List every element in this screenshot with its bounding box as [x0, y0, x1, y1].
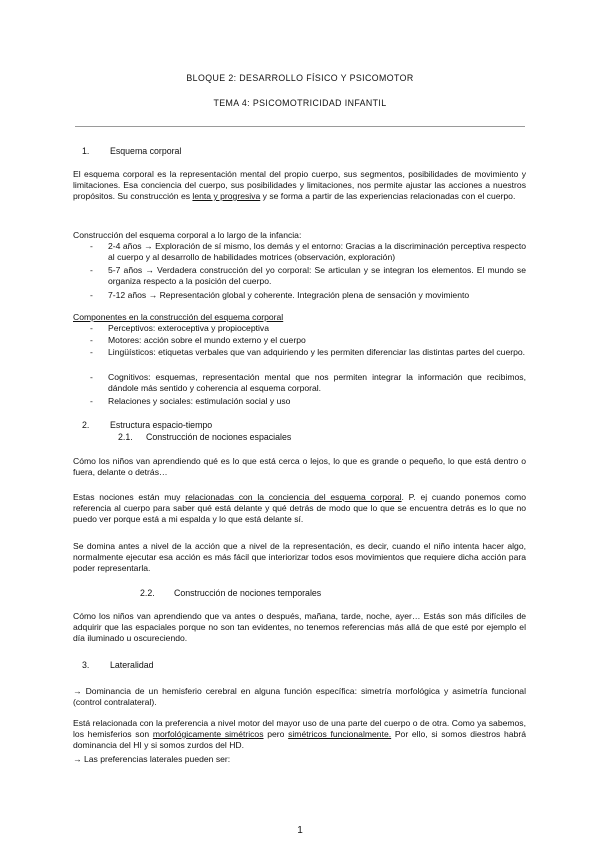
list-bullet: - — [90, 396, 93, 406]
underlined-phrase: morfológicamente simétricos — [152, 729, 264, 739]
subsection-2-2-title: Construcción de nociones temporales — [174, 588, 322, 598]
section-1-title: Esquema corporal — [110, 146, 182, 156]
list-item: 7-12 años → Representación global y coherente. Integración plena de sensación y movimiento — [108, 290, 470, 300]
list-bullet: - — [90, 265, 93, 275]
list-bullet: - — [90, 323, 93, 333]
paragraph: Cómo los niños van aprendiendo que va antes o después, mañana, tarde, noche, ayer… Estás son más difíciles de adquirir que las espaciales porque no son tan evidentes, no tenemos referencias más allá de que esté por ejemplo el día iluminado u oscureciendo. — [73, 611, 526, 643]
list-bullet: - — [90, 290, 93, 300]
list-bullet: - — [90, 372, 93, 382]
section-2-number: 2. — [82, 420, 90, 430]
paragraph: Estas nociones están muy relacionadas con la conciencia del esquema corporal. P. ej cuando ponemos como referencia al cuerpo para saber qué está delante y qué detrás de modo que lo que se encuentra detrás es lo que no puedo ver porque está a mi espalda y lo que está delante sí. — [73, 492, 526, 524]
list-bullet: - — [90, 241, 93, 251]
list-item: Motores: acción sobre el mundo externo y el cuerpo — [108, 335, 306, 345]
list-item: Cognitivos: esquemas, representación mental que nos permiten integrar la información que recibimos, dándole más sentido y coherencia al esquema corporal. — [108, 372, 526, 393]
section-3-number: 3. — [82, 660, 90, 670]
list-item: Perceptivos: exteroceptiva y propioceptiva — [108, 323, 269, 333]
section-1-paragraph: El esquema corporal es la representación mental del propio cuerpo, sus segmentos, posibilidades de movimiento y limitaciones. Esa conciencia del cuerpo, sus posibilidades y limitaciones, nos permite ajustar las acciones a nuestros propósitos. Su construcción es lenta y progresiva y se forma a partir de las experiencias relacionadas con el cuerpo. — [73, 169, 526, 201]
document-title: BLOQUE 2: DESARROLLO FÍSICO Y PSICOMOTOR — [186, 73, 414, 83]
list-item: Relaciones y sociales: estimulación social y uso — [108, 396, 291, 406]
paragraph: Cómo los niños van aprendiendo qué es lo que está cerca o lejos, lo que es grande o pequeño, lo que está dentro o fuera, delante o detrás… — [73, 456, 526, 477]
paragraph: → Dominancia de un hemisferio cerebral en alguna función específica: simetría morfológica y asimetría funcional (control contralateral). — [73, 686, 526, 707]
underlined-phrase: lenta y progresiva — [192, 191, 261, 201]
list-bullet: - — [90, 347, 93, 357]
underlined-phrase: simétricos funcionalmente. — [288, 729, 392, 739]
page-number: 1 — [297, 825, 303, 836]
subsection-2-1-number: 2.1. — [118, 432, 133, 442]
paragraph: Se domina antes a nivel de la acción que a nivel de la representación, es decir, cuando el niño intenta hacer algo, normalmente ejecutar esa acción es más fácil que interiorizar todos esos movimientos que requiere dicha acción para poder representarla. — [73, 541, 526, 573]
list-item: Lingüísticos: etiquetas verbales que van adquiriendo y les permiten diferenciar las distintas partes del cuerpo. — [108, 347, 526, 357]
list-item: 2-4 años → Exploración de sí mismo, los demás y el entorno: Gracias a la discriminación perceptiva respecto al cuerpo y al desarrollo de habilidades motrices (observación, exploración) — [108, 241, 526, 262]
list-item: 5-7 años → Verdadera construcción del yo corporal: Se articulan y se integran los elementos. El mundo se organiza respecto a la posición del cuerpo. — [108, 265, 526, 286]
section-3-title: Lateralidad — [110, 660, 154, 670]
subsection-2-2-number: 2.2. — [140, 588, 155, 598]
document-subtitle: TEMA 4: PSICOMOTRICIDAD INFANTIL — [213, 98, 387, 108]
underlined-phrase: relacionadas con la conciencia del esquema corporal — [185, 492, 402, 502]
paragraph: → Las preferencias laterales pueden ser: — [73, 754, 231, 764]
construction-heading: Construcción del esquema corporal a lo largo de la infancia: — [73, 230, 302, 240]
header-divider — [75, 126, 525, 127]
section-2-title: Estructura espacio-tiempo — [110, 420, 213, 430]
section-1-number: 1. — [82, 146, 90, 156]
components-heading: Componentes en la construcción del esquema corporal — [73, 312, 284, 322]
paragraph: Está relacionada con la preferencia a nivel motor del mayor uso de una parte del cuerpo o de otra. Como ya sabemos, los hemisferios son morfológicamente simétricos pero simétricos funcionalmente. Por ello, si somos diestros habrá dominancia del HI y si somos zurdos del HD. — [73, 718, 526, 750]
subsection-2-1-title: Construcción de nociones espaciales — [146, 432, 292, 442]
list-bullet: - — [90, 335, 93, 345]
